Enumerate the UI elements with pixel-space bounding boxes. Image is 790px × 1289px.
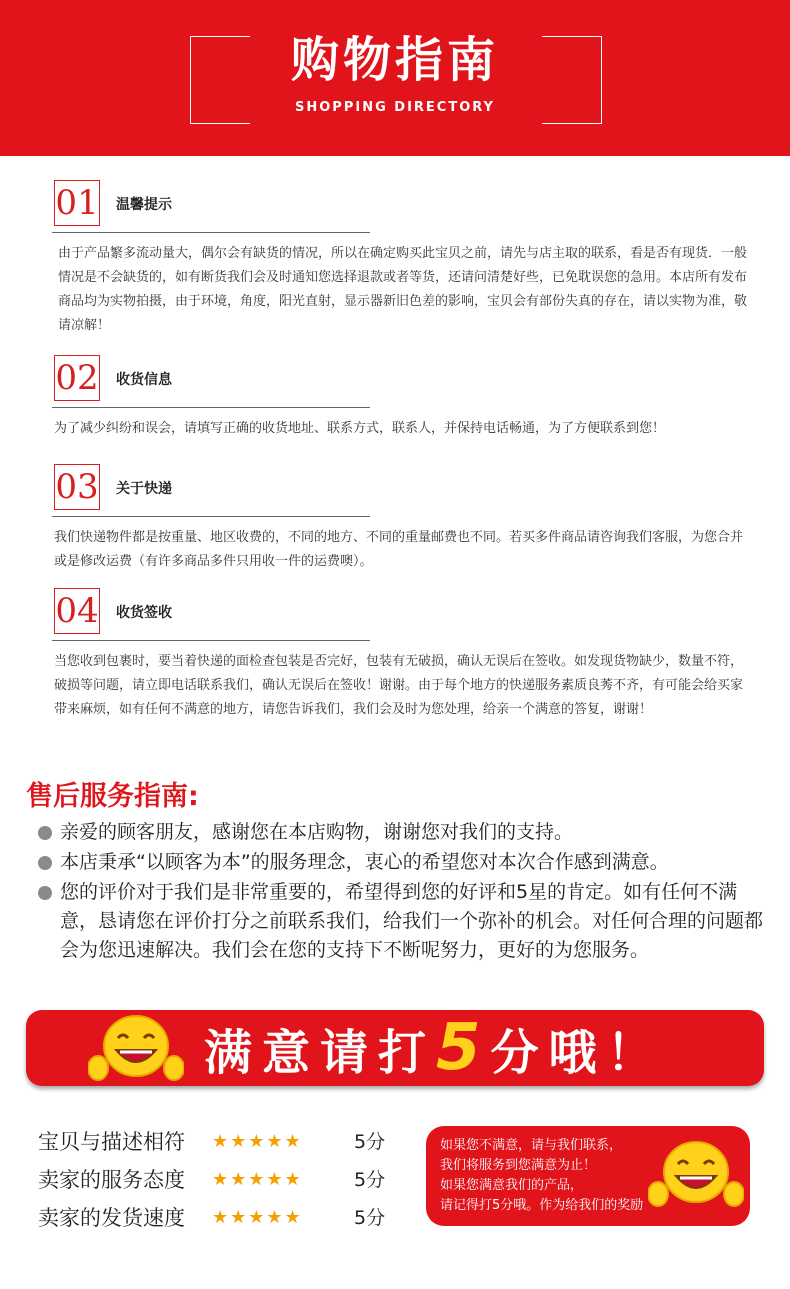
bullet-dot-icon [38,886,52,900]
banner-five: 5 [436,1011,491,1085]
section-text: 为了减少纠纷和误会，请填写正确的收货地址、联系方式，联系人，并保持电话畅通，为了方便联系到您！ [54,421,666,436]
rating-label: 卖家的服务态度 [38,1168,185,1192]
section-number: 02 [54,355,100,401]
section-number: 03 [54,464,100,510]
section-divider [52,640,370,641]
section-title: 收货签收 [116,605,172,621]
section-text: 我们快递物件都是按重量、地区收费的，不同的地方、不同的重量邮费也不同。若买多件商品请咨询我们客服，为您合并或是修改运费（有许多商品多件只用收一件的运费噢）。 [54,530,744,569]
after-sales-item [38,818,768,847]
section-number: 04 [54,588,100,634]
star-icon: ★★★★★ [212,1131,303,1152]
section-number: 01 [54,180,100,226]
section-title: 温馨提示 [116,197,172,213]
bullet-dot-icon [38,856,52,870]
rating-score: 5分 [354,1207,386,1229]
header-banner [0,0,790,156]
after-sales-item-text: 您的评价对于我们是非常重要的，希望得到您的好评和5星的肯定。如有任何不满意，恳请您在评价打分之前联系我们，给我们一个弥补的机会。对任何合理的问题都会为您迅速解决。我们会在您的支持下不断呢努力，更好的为您服务。 [60,881,764,961]
star-icon: ★★★★★ [212,1207,303,1228]
note-text: 如果您不满意，请与我们联系， 我们将服务到您满意为止！ 如果您满意我们的产品， 请记得打5分哦。作为给我们的奖励 [440,1138,644,1213]
smiley-thumbs-up-icon [88,1004,184,1092]
bullet-dot-icon [38,826,52,840]
after-sales-item [38,848,768,877]
smiley-thumbs-up-icon [648,1130,744,1218]
page-title: 购物指南 [290,32,499,88]
rating-label: 宝贝与描述相符 [38,1130,185,1154]
section-divider [52,516,370,517]
after-sales-item-text: 亲爱的顾客朋友，感谢您在本店购物，谢谢您对我们的支持。 [60,821,574,843]
satisfaction-note [426,1126,750,1226]
section-title: 关于快递 [116,481,172,497]
page-subtitle: SHOPPING DIRECTORY [295,100,495,115]
rating-row [38,1203,398,1233]
rate-five-banner [26,1010,764,1086]
section-divider [52,232,370,233]
rating-row [38,1165,398,1195]
after-sales-item-text: 本店秉承“以顾客为本”的服务理念，衷心的希望您对本次合作感到满意。 [60,851,669,873]
after-sales-item [38,878,768,965]
section-text: 当您收到包裹时，要当着快递的面检查包装是否完好，包装有无破损，确认无误后在签收。如发现货物缺少，数量不符，破损等问题，请立即电话联系我们，确认无误后在签收！谢谢。由于每个地方的快递服务素质良莠不齐，有可能会给买家带来麻烦，如有任何不满意的地方，请您告诉我们，我们会及时为您处理，给亲一个满意的答复，谢谢！ [54,654,744,717]
section-divider [52,407,370,408]
rating-row [38,1127,398,1157]
rating-score: 5分 [354,1131,386,1153]
star-icon: ★★★★★ [212,1169,303,1190]
rating-score: 5分 [354,1169,386,1191]
section-text: 由于产品繁多流动量大，偶尔会有缺货的情况，所以在确定购买此宝贝之前，请先与店主取的联系，看是否有现货．一般情况是不会缺货的，如有断货我们会及时通知您选择退款或者等货，还请问清楚好些，已免耽误您的急用。本店所有发布商品均为实物拍摄，由于环境，角度，阳光直射，显示器新旧色差的影响，宝贝会有部份失真的存在，请以实物为准，敬请凉解！ [58,246,748,333]
banner-text: 满意请打5分哦！ [204,1011,665,1085]
rating-label: 卖家的发货速度 [38,1206,185,1230]
after-sales-title: 售后服务指南: [26,781,199,812]
section-title: 收货信息 [116,372,172,388]
